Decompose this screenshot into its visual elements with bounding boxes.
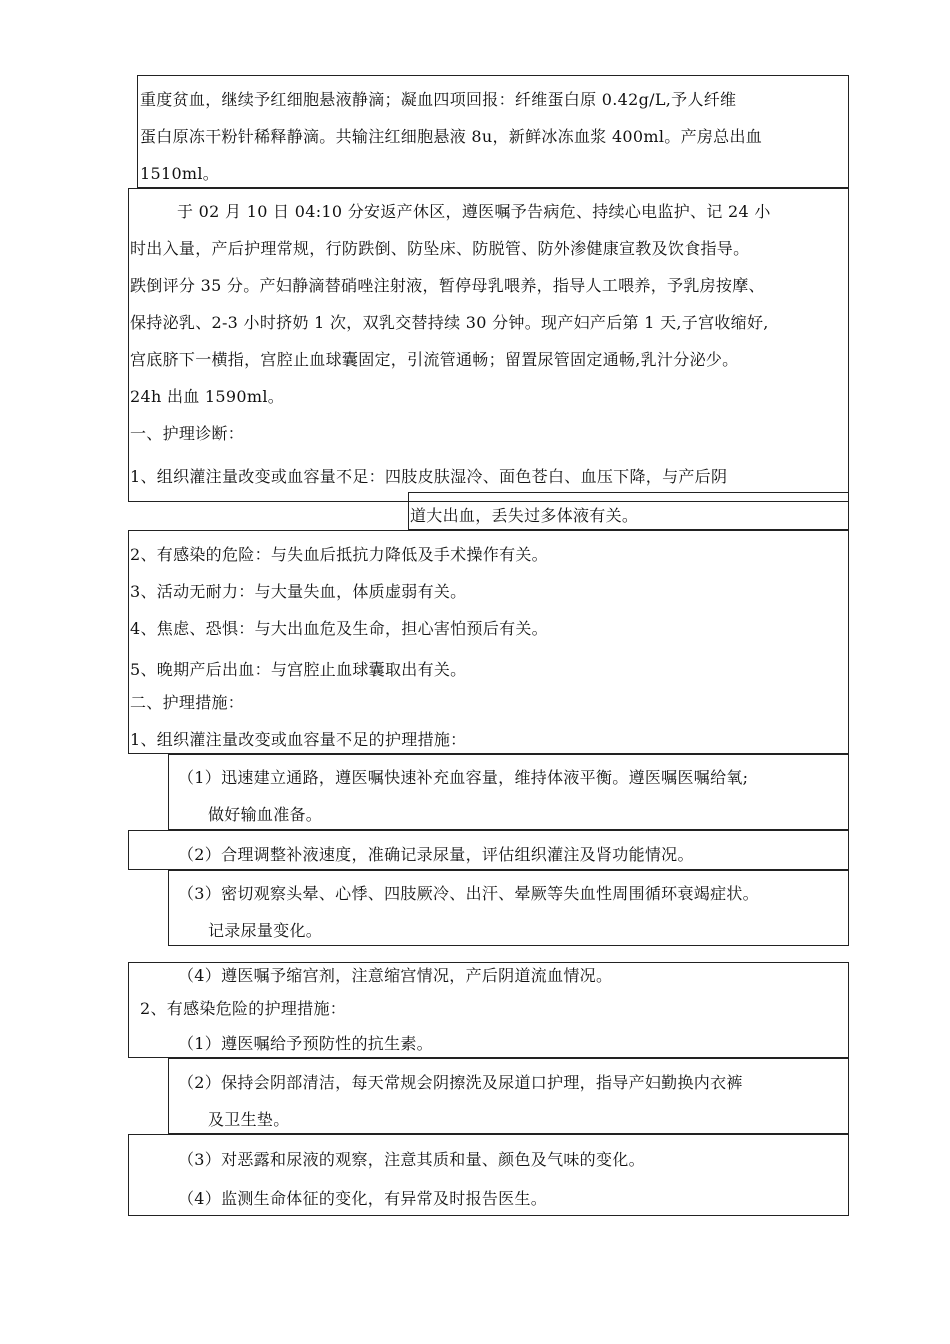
measures-heading: 二、护理措施： <box>130 693 245 712</box>
ward-cell <box>128 188 849 502</box>
ward-line-4: 保持泌乳、2-3 小时挤奶 1 次，双乳交替持续 30 分钟。现产妇产后第 1 天,子宫收缩好, <box>130 313 769 332</box>
ward-line-1: 于 02 月 10 日 04:10 分安返产休区，遵医嘱予告病危、持续心电监护、记 24 小 <box>177 202 771 221</box>
measure-1-line-1: （1）迅速建立通路，遵医嘱快速补充血容量，维持体液平衡。遵医嘱医嘱给氧; <box>178 768 749 787</box>
measure-1-line-2: 做好输血准备。 <box>208 805 323 824</box>
diagnosis-heading: 一、护理诊断： <box>130 424 245 443</box>
measure-4: （4）遵医嘱予缩宫剂，注意缩宫情况，产后阴道流血情况。 <box>178 966 613 985</box>
measures-sub1-heading: 1、组织灌注量改变或血容量不足的护理措施： <box>130 730 467 749</box>
diagnosis-item-5: 5、晚期产后出血：与宫腔止血球囊取出有关。 <box>130 660 467 679</box>
ward-line-3: 跌倒评分 35 分。产妇静滴替硝唑注射液，暂停母乳喂养，指导人工喂养，予乳房按摩、 <box>130 276 765 295</box>
diagnosis-item-1-line-1: 1、组织灌注量改变或血容量不足：四肢皮肤湿冷、面色苍白、血压下降，与产后阴 <box>130 467 728 486</box>
infection-measure-3: （3）对恶露和尿液的观察，注意其质和量、颜色及气味的变化。 <box>178 1150 645 1169</box>
diagnosis-item-3: 3、活动无耐力：与大量失血，体质虚弱有关。 <box>130 582 467 601</box>
infection-measure-2-line-1: （2）保持会阴部清洁，每天常规会阴擦洗及尿道口护理，指导产妇勤换内衣裤 <box>178 1073 743 1092</box>
top-line-1: 重度贫血，继续予红细胞悬液静滴；凝血四项回报：纤维蛋白原 0.42g/L,予人纤维 <box>140 90 737 109</box>
top-line-2: 蛋白原冻干粉针稀释静滴。共输注红细胞悬液 8u，新鲜冰冻血浆 400ml。产房总出血 <box>140 127 763 146</box>
measure-3-line-2: 记录尿量变化。 <box>208 921 323 940</box>
diagnosis-item-2: 2、有感染的危险：与失血后抵抗力降低及手术操作有关。 <box>130 545 548 564</box>
ward-line-5: 宫底脐下一横指，宫腔止血球囊固定，引流管通畅；留置尿管固定通畅,乳汁分泌少。 <box>130 350 739 369</box>
measure-2: （2）合理调整补液速度，准确记录尿量，评估组织灌注及肾功能情况。 <box>178 845 694 864</box>
ward-line-6: 24h 出血 1590ml。 <box>130 387 285 406</box>
ward-line-2: 时出入量，产后护理常规，行防跌倒、防坠床、防脱管、防外渗健康宣教及饮食指导。 <box>130 239 750 258</box>
infection-measure-4: （4）监测生命体征的变化，有异常及时报告医生。 <box>178 1189 548 1208</box>
infection-measure-2-line-2: 及卫生垫。 <box>208 1110 290 1129</box>
top-line-3: 1510ml。 <box>140 164 220 183</box>
measure-3-line-1: （3）密切观察头晕、心悸、四肢厥冷、出汗、晕厥等失血性周围循环衰竭症状。 <box>178 884 759 903</box>
diagnosis-item-1-line-2: 道大出血，丢失过多体液有关。 <box>410 506 639 525</box>
diagnosis-item-4: 4、焦虑、恐惧：与大出血危及生命，担心害怕预后有关。 <box>130 619 548 638</box>
measures-sub2-heading: 2、有感染危险的护理措施： <box>140 999 347 1018</box>
infection-measure-1: （1）遵医嘱给予预防性的抗生素。 <box>178 1034 433 1053</box>
